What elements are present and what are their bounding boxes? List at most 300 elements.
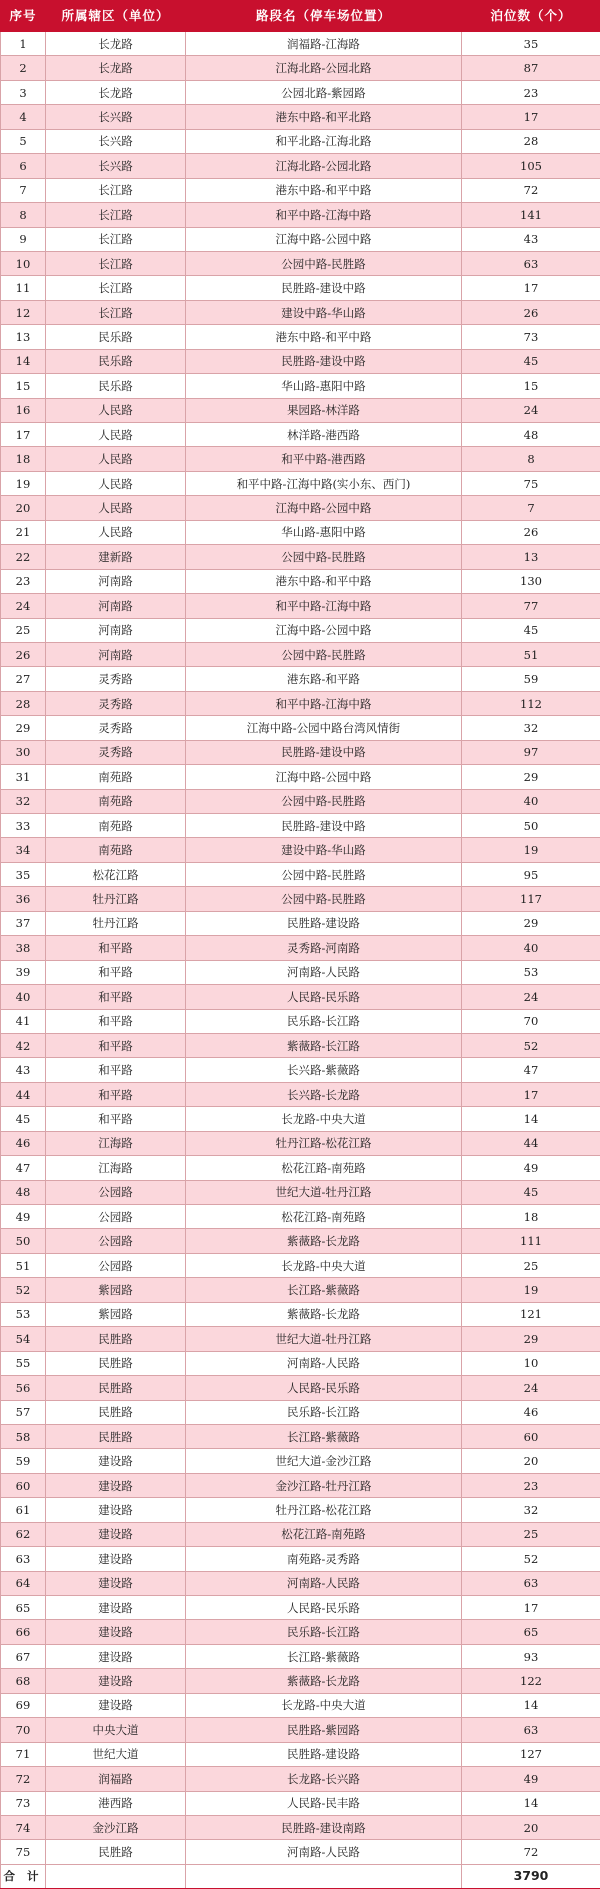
table-row <box>1 642 600 666</box>
cell-index: 55 <box>1 1351 46 1375</box>
cell-road-section: 河南路-人民路 <box>186 960 462 984</box>
cell-berth-count: 111 <box>462 1229 600 1253</box>
cell-index: 75 <box>1 1840 46 1864</box>
cell-berth-count: 35 <box>462 32 600 56</box>
cell-berth-count: 97 <box>462 740 600 764</box>
cell-district: 民胜路 <box>46 1351 186 1375</box>
cell-district: 民胜路 <box>46 1424 186 1448</box>
cell-berth-count: 40 <box>462 936 600 960</box>
cell-index: 2 <box>1 56 46 80</box>
cell-road-section: 长龙路-长兴路 <box>186 1767 462 1791</box>
cell-district: 江海路 <box>46 1131 186 1155</box>
total-empty-cell <box>46 1864 186 1888</box>
cell-index: 5 <box>1 129 46 153</box>
total-value: 3790 <box>462 1864 600 1888</box>
cell-berth-count: 77 <box>462 594 600 618</box>
cell-district: 南苑路 <box>46 838 186 862</box>
cell-road-section: 民乐路-长江路 <box>186 1620 462 1644</box>
cell-berth-count: 17 <box>462 276 600 300</box>
cell-index: 69 <box>1 1693 46 1717</box>
cell-berth-count: 70 <box>462 1009 600 1033</box>
cell-berth-count: 127 <box>462 1742 600 1766</box>
cell-berth-count: 112 <box>462 691 600 715</box>
table-row <box>1 1302 600 1326</box>
cell-district: 长江路 <box>46 203 186 227</box>
table-row <box>1 1253 600 1277</box>
cell-index: 59 <box>1 1449 46 1473</box>
table-row <box>1 1547 600 1571</box>
cell-berth-count: 52 <box>462 1033 600 1057</box>
cell-district: 河南路 <box>46 569 186 593</box>
table-row <box>1 1815 600 1839</box>
cell-road-section: 河南路-人民路 <box>186 1840 462 1864</box>
cell-road-section: 民胜路-建设路 <box>186 911 462 935</box>
cell-index: 47 <box>1 1156 46 1180</box>
cell-berth-count: 49 <box>462 1767 600 1791</box>
cell-berth-count: 72 <box>462 178 600 202</box>
cell-index: 19 <box>1 471 46 495</box>
cell-index: 3 <box>1 80 46 104</box>
cell-road-section: 灵秀路-河南路 <box>186 936 462 960</box>
cell-district: 河南路 <box>46 594 186 618</box>
table-row <box>1 887 600 911</box>
cell-district: 长兴路 <box>46 105 186 129</box>
cell-index: 4 <box>1 105 46 129</box>
cell-road-section: 民胜路-建设南路 <box>186 1815 462 1839</box>
cell-road-section: 江海中路-公园中路台湾风情街 <box>186 716 462 740</box>
table-row <box>1 594 600 618</box>
cell-index: 52 <box>1 1278 46 1302</box>
cell-berth-count: 17 <box>462 1596 600 1620</box>
cell-berth-count: 45 <box>462 349 600 373</box>
cell-index: 68 <box>1 1669 46 1693</box>
table-row <box>1 423 600 447</box>
cell-berth-count: 60 <box>462 1424 600 1448</box>
table-row <box>1 1400 600 1424</box>
cell-index: 65 <box>1 1596 46 1620</box>
cell-berth-count: 47 <box>462 1058 600 1082</box>
cell-district: 中央大道 <box>46 1718 186 1742</box>
cell-district: 河南路 <box>46 618 186 642</box>
cell-berth-count: 45 <box>462 1180 600 1204</box>
cell-berth-count: 50 <box>462 814 600 838</box>
cell-berth-count: 14 <box>462 1791 600 1815</box>
cell-berth-count: 8 <box>462 447 600 471</box>
cell-berth-count: 117 <box>462 887 600 911</box>
table-row <box>1 1082 600 1106</box>
cell-index: 72 <box>1 1767 46 1791</box>
cell-road-section: 长龙路-中央大道 <box>186 1107 462 1131</box>
cell-road-section: 长兴路-紫薇路 <box>186 1058 462 1082</box>
cell-district: 长兴路 <box>46 129 186 153</box>
cell-index: 64 <box>1 1571 46 1595</box>
cell-road-section: 和平中路-江海中路(实小东、西门) <box>186 471 462 495</box>
cell-district: 长龙路 <box>46 80 186 104</box>
cell-index: 1 <box>1 32 46 56</box>
cell-berth-count: 23 <box>462 80 600 104</box>
cell-district: 民乐路 <box>46 374 186 398</box>
cell-index: 9 <box>1 227 46 251</box>
cell-berth-count: 28 <box>462 129 600 153</box>
cell-road-section: 华山路-惠阳中路 <box>186 520 462 544</box>
cell-berth-count: 29 <box>462 1327 600 1351</box>
cell-berth-count: 7 <box>462 496 600 520</box>
table-row <box>1 1009 600 1033</box>
cell-road-section: 公园中路-民胜路 <box>186 862 462 886</box>
cell-district: 金沙江路 <box>46 1815 186 1839</box>
cell-district: 南苑路 <box>46 765 186 789</box>
table-row <box>1 1156 600 1180</box>
cell-index: 53 <box>1 1302 46 1326</box>
cell-road-section: 江海中路-公园中路 <box>186 496 462 520</box>
cell-district: 人民路 <box>46 520 186 544</box>
cell-district: 江海路 <box>46 1156 186 1180</box>
cell-index: 20 <box>1 496 46 520</box>
cell-road-section: 人民路-民乐路 <box>186 1376 462 1400</box>
cell-district: 人民路 <box>46 398 186 422</box>
cell-index: 39 <box>1 960 46 984</box>
cell-berth-count: 17 <box>462 105 600 129</box>
cell-district: 民乐路 <box>46 325 186 349</box>
cell-district: 长江路 <box>46 227 186 251</box>
cell-road-section: 港东中路-和平中路 <box>186 569 462 593</box>
cell-road-section: 松花江路-南苑路 <box>186 1205 462 1229</box>
table-row <box>1 1107 600 1131</box>
cell-road-section: 民胜路-建设中路 <box>186 814 462 838</box>
table-row <box>1 32 600 56</box>
cell-district: 牡丹江路 <box>46 911 186 935</box>
cell-berth-count: 65 <box>462 1620 600 1644</box>
cell-road-section: 江海中路-公园中路 <box>186 227 462 251</box>
cell-index: 62 <box>1 1522 46 1546</box>
cell-district: 人民路 <box>46 496 186 520</box>
cell-index: 66 <box>1 1620 46 1644</box>
cell-road-section: 松花江路-南苑路 <box>186 1522 462 1546</box>
cell-district: 民胜路 <box>46 1400 186 1424</box>
cell-berth-count: 40 <box>462 789 600 813</box>
cell-district: 和平路 <box>46 1033 186 1057</box>
cell-berth-count: 73 <box>462 325 600 349</box>
cell-berth-count: 29 <box>462 765 600 789</box>
table-row <box>1 471 600 495</box>
cell-district: 和平路 <box>46 1058 186 1082</box>
table-row <box>1 985 600 1009</box>
cell-road-section: 民胜路-紫园路 <box>186 1718 462 1742</box>
cell-index: 31 <box>1 765 46 789</box>
cell-road-section: 河南路-人民路 <box>186 1571 462 1595</box>
cell-berth-count: 29 <box>462 911 600 935</box>
cell-index: 56 <box>1 1376 46 1400</box>
cell-road-section: 人民路-民丰路 <box>186 1791 462 1815</box>
cell-road-section: 和平中路-港西路 <box>186 447 462 471</box>
cell-berth-count: 25 <box>462 1253 600 1277</box>
cell-berth-count: 32 <box>462 1498 600 1522</box>
cell-road-section: 和平中路-江海中路 <box>186 594 462 618</box>
table-row <box>1 936 600 960</box>
table-row <box>1 1644 600 1668</box>
cell-district: 灵秀路 <box>46 716 186 740</box>
cell-district: 民乐路 <box>46 349 186 373</box>
cell-road-section: 江海中路-公园中路 <box>186 765 462 789</box>
cell-road-section: 江海北路-公园北路 <box>186 154 462 178</box>
total-label: 合 计 <box>1 1864 46 1888</box>
cell-road-section: 人民路-民乐路 <box>186 1596 462 1620</box>
cell-road-section: 松花江路-南苑路 <box>186 1156 462 1180</box>
cell-berth-count: 87 <box>462 56 600 80</box>
cell-district: 建设路 <box>46 1522 186 1546</box>
cell-berth-count: 93 <box>462 1644 600 1668</box>
table-row <box>1 569 600 593</box>
table-row <box>1 789 600 813</box>
table-row <box>1 1620 600 1644</box>
cell-district: 公园路 <box>46 1205 186 1229</box>
cell-district: 建设路 <box>46 1449 186 1473</box>
cell-road-section: 长龙路-中央大道 <box>186 1693 462 1717</box>
cell-berth-count: 20 <box>462 1815 600 1839</box>
cell-road-section: 建设中路-华山路 <box>186 300 462 324</box>
table-footer <box>1 1864 600 1888</box>
cell-district: 长江路 <box>46 251 186 275</box>
table-row <box>1 447 600 471</box>
table-row <box>1 178 600 202</box>
table-row <box>1 545 600 569</box>
cell-district: 和平路 <box>46 1107 186 1131</box>
cell-berth-count: 48 <box>462 423 600 447</box>
cell-berth-count: 44 <box>462 1131 600 1155</box>
table-row <box>1 1278 600 1302</box>
cell-berth-count: 15 <box>462 374 600 398</box>
cell-district: 民胜路 <box>46 1376 186 1400</box>
cell-berth-count: 105 <box>462 154 600 178</box>
cell-index: 70 <box>1 1718 46 1742</box>
cell-road-section: 民乐路-长江路 <box>186 1009 462 1033</box>
table-row <box>1 129 600 153</box>
table-row <box>1 349 600 373</box>
table-row <box>1 765 600 789</box>
cell-berth-count: 121 <box>462 1302 600 1326</box>
table-row <box>1 1424 600 1448</box>
cell-district: 南苑路 <box>46 814 186 838</box>
cell-index: 50 <box>1 1229 46 1253</box>
cell-berth-count: 122 <box>462 1669 600 1693</box>
cell-road-section: 港东路-和平路 <box>186 667 462 691</box>
table-row <box>1 1131 600 1155</box>
cell-index: 45 <box>1 1107 46 1131</box>
table-row <box>1 1571 600 1595</box>
cell-district: 建设路 <box>46 1644 186 1668</box>
cell-road-section: 和平北路-江海北路 <box>186 129 462 153</box>
cell-district: 松花江路 <box>46 862 186 886</box>
table-row <box>1 1596 600 1620</box>
cell-index: 67 <box>1 1644 46 1668</box>
cell-index: 15 <box>1 374 46 398</box>
cell-index: 11 <box>1 276 46 300</box>
cell-district: 人民路 <box>46 447 186 471</box>
table-row <box>1 716 600 740</box>
cell-index: 28 <box>1 691 46 715</box>
table-row <box>1 1669 600 1693</box>
cell-index: 38 <box>1 936 46 960</box>
cell-index: 21 <box>1 520 46 544</box>
cell-berth-count: 17 <box>462 1082 600 1106</box>
cell-road-section: 紫薇路-长龙路 <box>186 1229 462 1253</box>
cell-index: 41 <box>1 1009 46 1033</box>
table-row <box>1 740 600 764</box>
table-row <box>1 154 600 178</box>
cell-road-section: 紫薇路-长江路 <box>186 1033 462 1057</box>
cell-road-section: 民胜路-建设中路 <box>186 276 462 300</box>
cell-district: 长兴路 <box>46 154 186 178</box>
cell-index: 23 <box>1 569 46 593</box>
table-row <box>1 618 600 642</box>
table-row <box>1 374 600 398</box>
cell-berth-count: 53 <box>462 960 600 984</box>
total-empty-cell <box>186 1864 462 1888</box>
table-row <box>1 1180 600 1204</box>
cell-district: 润福路 <box>46 1767 186 1791</box>
table-row <box>1 105 600 129</box>
cell-berth-count: 141 <box>462 203 600 227</box>
cell-berth-count: 130 <box>462 569 600 593</box>
cell-berth-count: 23 <box>462 1473 600 1497</box>
cell-road-section: 港东中路-和平北路 <box>186 105 462 129</box>
cell-berth-count: 14 <box>462 1107 600 1131</box>
cell-district: 和平路 <box>46 1082 186 1106</box>
cell-road-section: 江海北路-公园北路 <box>186 56 462 80</box>
cell-district: 世纪大道 <box>46 1742 186 1766</box>
table-row <box>1 1522 600 1546</box>
cell-berth-count: 24 <box>462 985 600 1009</box>
cell-index: 54 <box>1 1327 46 1351</box>
cell-road-section: 民胜路-建设中路 <box>186 349 462 373</box>
cell-road-section: 港东中路-和平中路 <box>186 178 462 202</box>
cell-index: 60 <box>1 1473 46 1497</box>
table-body <box>1 32 600 1865</box>
cell-index: 30 <box>1 740 46 764</box>
cell-berth-count: 26 <box>462 300 600 324</box>
cell-district: 长江路 <box>46 300 186 324</box>
table-row <box>1 1376 600 1400</box>
cell-district: 灵秀路 <box>46 691 186 715</box>
cell-index: 7 <box>1 178 46 202</box>
table-row <box>1 1718 600 1742</box>
cell-index: 46 <box>1 1131 46 1155</box>
cell-district: 公园路 <box>46 1253 186 1277</box>
cell-berth-count: 63 <box>462 1718 600 1742</box>
cell-berth-count: 24 <box>462 398 600 422</box>
cell-index: 33 <box>1 814 46 838</box>
cell-berth-count: 46 <box>462 1400 600 1424</box>
cell-index: 35 <box>1 862 46 886</box>
cell-road-section: 世纪大道-牡丹江路 <box>186 1180 462 1204</box>
cell-road-section: 南苑路-灵秀路 <box>186 1547 462 1571</box>
cell-district: 紫园路 <box>46 1278 186 1302</box>
cell-index: 43 <box>1 1058 46 1082</box>
cell-district: 紫园路 <box>46 1302 186 1326</box>
table-row <box>1 251 600 275</box>
cell-berth-count: 14 <box>462 1693 600 1717</box>
table-header <box>1 1 600 32</box>
cell-index: 8 <box>1 203 46 227</box>
cell-road-section: 建设中路-华山路 <box>186 838 462 862</box>
cell-district: 建设路 <box>46 1693 186 1717</box>
cell-district: 长江路 <box>46 178 186 202</box>
cell-district: 和平路 <box>46 985 186 1009</box>
cell-index: 48 <box>1 1180 46 1204</box>
cell-road-section: 牡丹江路-松花江路 <box>186 1498 462 1522</box>
cell-index: 63 <box>1 1547 46 1571</box>
table-row <box>1 520 600 544</box>
table-row <box>1 1767 600 1791</box>
cell-road-section: 民乐路-长江路 <box>186 1400 462 1424</box>
cell-road-section: 和平中路-江海中路 <box>186 691 462 715</box>
cell-district: 长江路 <box>46 276 186 300</box>
cell-district: 和平路 <box>46 960 186 984</box>
table-row <box>1 1058 600 1082</box>
header-berth-count: 泊位数（个） <box>462 1 600 32</box>
cell-index: 16 <box>1 398 46 422</box>
cell-district: 建设路 <box>46 1669 186 1693</box>
cell-berth-count: 51 <box>462 642 600 666</box>
cell-road-section: 长龙路-中央大道 <box>186 1253 462 1277</box>
table-row <box>1 1498 600 1522</box>
cell-road-section: 公园中路-民胜路 <box>186 545 462 569</box>
cell-index: 14 <box>1 349 46 373</box>
cell-district: 建设路 <box>46 1596 186 1620</box>
cell-index: 51 <box>1 1253 46 1277</box>
cell-district: 民胜路 <box>46 1840 186 1864</box>
cell-road-section: 人民路-民乐路 <box>186 985 462 1009</box>
cell-index: 13 <box>1 325 46 349</box>
cell-index: 12 <box>1 300 46 324</box>
cell-road-section: 长兴路-长龙路 <box>186 1082 462 1106</box>
cell-district: 灵秀路 <box>46 740 186 764</box>
cell-road-section: 公园中路-民胜路 <box>186 789 462 813</box>
cell-road-section: 港东中路-和平中路 <box>186 325 462 349</box>
header-road-section: 路段名（停车场位置） <box>186 1 462 32</box>
cell-berth-count: 72 <box>462 1840 600 1864</box>
cell-index: 73 <box>1 1791 46 1815</box>
table-row <box>1 496 600 520</box>
table-row <box>1 1473 600 1497</box>
cell-road-section: 民胜路-建设中路 <box>186 740 462 764</box>
table-row <box>1 1449 600 1473</box>
cell-berth-count: 43 <box>462 227 600 251</box>
cell-index: 58 <box>1 1424 46 1448</box>
cell-district: 港西路 <box>46 1791 186 1815</box>
table-row <box>1 862 600 886</box>
cell-road-section: 金沙江路-牡丹江路 <box>186 1473 462 1497</box>
cell-district: 建设路 <box>46 1620 186 1644</box>
cell-berth-count: 26 <box>462 520 600 544</box>
cell-index: 24 <box>1 594 46 618</box>
table-row <box>1 203 600 227</box>
cell-road-section: 长江路-紫薇路 <box>186 1644 462 1668</box>
table-row <box>1 667 600 691</box>
cell-index: 29 <box>1 716 46 740</box>
cell-road-section: 牡丹江路-松花江路 <box>186 1131 462 1155</box>
cell-index: 40 <box>1 985 46 1009</box>
cell-index: 74 <box>1 1815 46 1839</box>
cell-berth-count: 19 <box>462 838 600 862</box>
cell-road-section: 世纪大道-金沙江路 <box>186 1449 462 1473</box>
cell-index: 71 <box>1 1742 46 1766</box>
cell-index: 18 <box>1 447 46 471</box>
table-row <box>1 838 600 862</box>
cell-district: 和平路 <box>46 1009 186 1033</box>
cell-road-section: 长江路-紫薇路 <box>186 1424 462 1448</box>
table-row <box>1 1229 600 1253</box>
